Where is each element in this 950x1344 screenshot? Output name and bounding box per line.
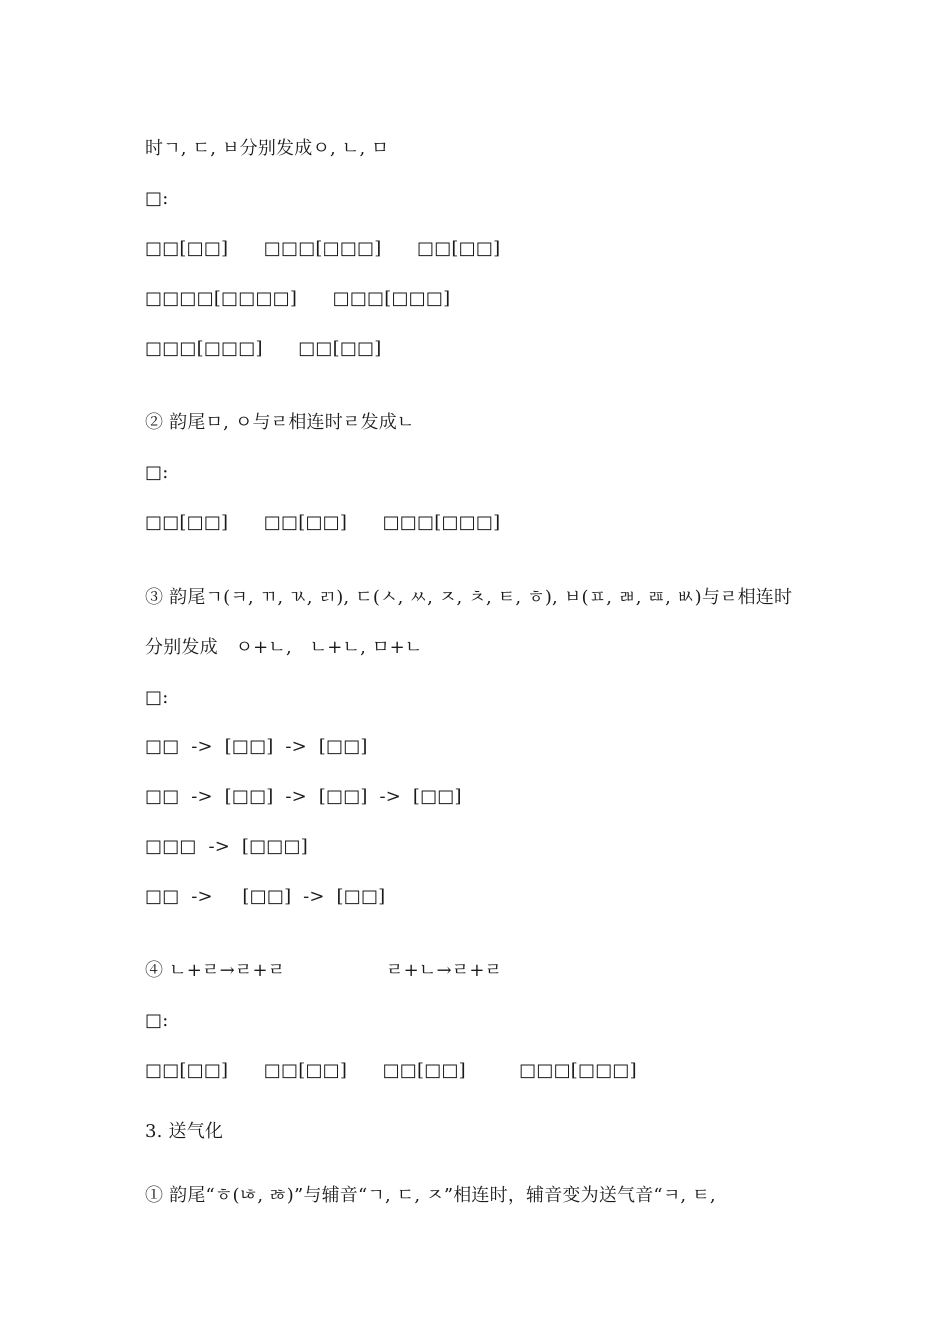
text-line: □: [145, 188, 169, 209]
text-line: □□ -> [□□] -> [□□] -> [□□] [145, 786, 462, 807]
text-line: □: [145, 462, 169, 483]
text-line: □□ -> [□□] -> [□□] [145, 736, 368, 757]
text-line: ④ ㄴ+ㄹ→ㄹ+ㄹ ㄹ+ㄴ→ㄹ+ㄹ [145, 960, 503, 981]
text-line: □□□□[□□□□] □□□[□□□] [145, 288, 451, 309]
text-line: □□ -> [□□] -> [□□] [145, 886, 386, 907]
text-line: □: [145, 1010, 169, 1031]
section-heading: 3. 送气化 [145, 1121, 224, 1142]
text-line: □□□[□□□] □□[□□] [145, 338, 382, 359]
text-line: 分别发成 ㅇ+ㄴ, ㄴ+ㄴ, ㅁ+ㄴ [145, 637, 423, 658]
text-line: □□□ -> [□□□] [145, 836, 308, 857]
text-line: □□[□□] □□[□□] □□[□□] □□□[□□□] [145, 1060, 637, 1081]
text-line: ② 韵尾ㅁ, ㅇ与ㄹ相连时ㄹ发成ㄴ [145, 412, 415, 433]
text-line: ① 韵尾“ㅎ(ㄶ, ㅀ)”与辅音“ㄱ, ㄷ, ㅈ”相连时，辅音变为送气音“ㅋ, ㅌ, [145, 1185, 716, 1206]
text-line: ③ 韵尾ㄱ(ㅋ, ㄲ, ㄳ, ㄺ), ㄷ(ㅅ, ㅆ, ㅈ, ㅊ, ㅌ, ㅎ), ㅂ(ㅍ, ㄼ, ㄿ, ㅄ)与ㄹ相连时 [145, 587, 793, 608]
text-line: □: [145, 687, 169, 708]
text-line: □□[□□] □□[□□] □□□[□□□] [145, 512, 501, 533]
text-line: □□[□□] □□□[□□□] □□[□□] [145, 238, 501, 259]
text-line: 时ㄱ, ㄷ, ㅂ分别发成ㅇ, ㄴ, ㅁ [145, 138, 389, 159]
